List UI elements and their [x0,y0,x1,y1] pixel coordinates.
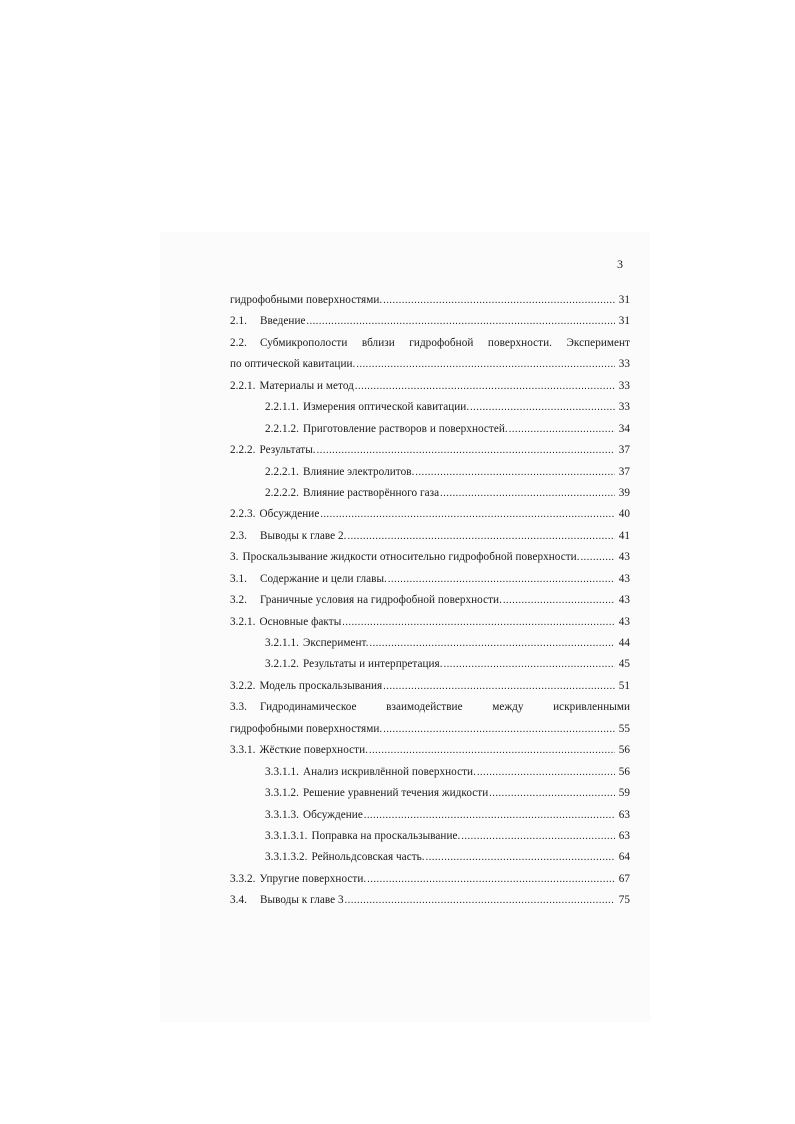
toc-entry-title: Рейнольдсовская часть. [311,851,425,864]
toc-entry-page: 59 [618,787,630,800]
toc-entry[interactable] [230,676,630,697]
dot-leader [356,354,615,375]
dot-leader [461,826,615,847]
dot-leader [370,633,616,654]
toc-entry-number: 2.3. [230,529,247,542]
toc-entry-title: Решение уравнений течения жидкости [302,787,489,800]
toc-entry-title: Выводы к главе 3 [260,894,344,907]
toc-entry-page: 33 [618,401,630,414]
toc-entry[interactable] [230,569,630,590]
toc-entry-number: 3.3.1.2. [265,787,299,800]
toc-entry-page: 33 [618,358,630,371]
dot-leader [355,376,615,397]
toc-entry[interactable] [230,290,630,311]
dot-leader [367,869,615,890]
toc-entry[interactable] [230,633,630,654]
toc-entry-number: 3.2.1.1. [265,637,299,649]
toc-entry-title: Жёсткие поверхности. [259,744,368,757]
toc-entry-number: 2.1. [230,315,247,328]
toc-entry-title: Проскальзывание жидкости относительно гидрофобной поверхности. [242,551,580,564]
toc-entry-title: Содержание и цели главы. [260,572,387,585]
dot-leader [383,290,615,311]
toc-entry-page: 41 [618,529,630,542]
toc-entry-title: Обсуждение [302,808,363,821]
dot-leader [509,419,615,440]
toc-entry-title: Введение [260,315,306,328]
page-number: 3 [617,257,623,271]
dot-leader [369,740,615,761]
toc-entry-title: Влияние электролитов. [302,465,415,478]
toc-entry[interactable] [230,311,630,332]
toc-entry-page: 63 [618,829,630,842]
toc-entry[interactable] [230,354,630,375]
dot-leader [388,569,615,590]
toc-entry[interactable] [230,462,630,483]
toc-entry-number: 3.4. [230,894,247,907]
toc-entry-number: 3.2.1.2. [265,658,299,671]
toc-entry-page: 34 [618,422,630,435]
toc-entry-page: 31 [618,294,630,306]
toc-entry-page: 51 [618,679,630,692]
toc-entry-number: 2.2.1. [230,379,256,392]
dot-leader [444,654,615,675]
toc-entry-number: 3.1. [230,572,247,585]
toc-entry[interactable] [230,869,630,890]
toc-entry-page: 31 [618,315,630,328]
toc-entry[interactable] [230,890,630,911]
toc-entry[interactable] [230,612,630,633]
toc-entry-number: 2.2.2. [230,444,256,457]
toc-entry-page: 63 [618,808,630,821]
toc-entry-page: 43 [618,615,630,628]
dot-leader [383,719,615,740]
toc-entry-title: Граничные условия на гидрофобной поверхности. [260,594,502,607]
toc-entry[interactable] [230,419,630,440]
toc-entry[interactable] [230,590,630,611]
dot-leader [317,440,615,461]
toc-entry-page: 33 [618,379,630,392]
toc-entry-page: 44 [618,637,630,649]
toc-entry-page: 45 [618,658,630,671]
toc-entry-title: Субмикрополости вблизи гидрофобной поверхности. Эксперимент [260,336,630,349]
toc-entry[interactable] [230,847,630,868]
toc-entry-page: 37 [618,444,630,457]
toc-entry-title: Модель проскальзывания [259,679,383,692]
toc-entry-number: 3.2. [230,594,247,607]
toc-entry-title: Анализ искривлённой поверхности. [302,765,476,778]
toc-entry-number: 3.3.1.3. [265,808,299,821]
toc-entry-title: Гидродинамическое взаимодействие между искривленными [260,701,630,714]
toc-entry-number: 3.3.1.3.1. [265,829,308,842]
toc-entry-title: Материалы и метод [259,379,354,392]
dot-leader [320,504,615,525]
toc-entry-page: 55 [618,722,630,735]
toc-entry[interactable] [230,440,630,461]
dot-leader [307,311,616,332]
toc-entry-number: 3.3.1. [230,744,256,757]
toc-entry[interactable] [230,740,630,761]
dot-leader [383,676,615,697]
dot-leader [347,526,615,547]
toc-entry-page: 43 [618,551,630,564]
toc-entry-title: Упругие поверхности. [259,872,367,885]
toc-entry[interactable] [230,762,630,783]
dot-leader [426,847,615,868]
toc-entry-title: гидрофобными поверхностями. [230,294,383,306]
toc-entry[interactable] [230,719,630,740]
toc-entry-title: Основные факты [259,615,342,628]
toc-entry-title: Обсуждение [259,508,320,521]
toc-entry[interactable] [230,805,630,826]
toc-entry-title: Выводы к главе 2. [260,529,347,542]
toc-entry-number: 3.3.2. [230,872,256,885]
toc-entry-number: 3.3.1.3.2. [265,851,308,864]
dot-leader [415,462,615,483]
toc-entry-title: Результаты и интерпретация. [302,658,443,671]
toc-entry[interactable] [230,783,630,804]
toc-entry-number: 3.3. [230,701,247,714]
toc-entry-number: 3.2.1. [230,615,256,628]
toc-entry-title: Эксперимент. [302,637,369,649]
toc-entry-number: 3.2.2. [230,679,256,692]
dot-leader [503,590,615,611]
toc-entry-number: 2.2.2.1. [265,465,299,478]
toc-entry-title: Результаты. [259,444,316,457]
dot-leader [477,762,615,783]
toc-entry-number: 3.3.1.1. [265,765,299,778]
dot-leader [342,612,615,633]
toc-entry-page: 64 [618,851,630,864]
toc-entry-number: 2.2.1.1. [265,401,299,414]
toc-entry[interactable] [230,504,630,525]
toc-entry[interactable] [230,697,630,718]
toc-entry[interactable] [230,376,630,397]
dot-leader [364,805,615,826]
toc-entry-page: 43 [618,594,630,607]
toc-entry-page: 39 [618,486,630,499]
table-of-contents [230,290,630,912]
dot-leader [440,483,615,504]
toc-entry-number: 2.2.2.2. [265,486,299,499]
toc-entry[interactable] [230,397,630,418]
toc-entry[interactable] [230,654,630,675]
toc-entry-page: 40 [618,508,630,521]
toc-entry-title: гидрофобными поверхностями. [230,722,383,735]
toc-entry-number: 2.2.1.2. [265,422,299,435]
dot-leader [489,783,615,804]
toc-entry-number: 2.2.3. [230,508,256,521]
toc-entry-page: 67 [618,872,630,885]
toc-entry-title: Приготовление растворов и поверхностей. [302,422,508,435]
toc-entry-number: 3. [230,551,239,564]
toc-entry-page: 75 [618,894,630,907]
toc-entry[interactable] [230,483,630,504]
dot-leader [581,547,615,568]
toc-entry-title: Поправка на проскальзывание. [311,829,461,842]
dot-leader [345,890,615,911]
toc-entry[interactable] [230,547,630,568]
dot-leader [470,397,615,418]
toc-entry-page: 43 [618,572,630,585]
toc-entry[interactable] [230,826,630,847]
toc-entry-title: Измерения оптической кавитации. [302,401,470,414]
toc-entry-page: 37 [618,465,630,478]
toc-entry-page: 56 [618,744,630,757]
toc-entry-page: 56 [618,765,630,778]
toc-entry-title: Влияние растворённого газа [302,486,440,499]
toc-entry-title: по оптической кавитации. [230,358,356,371]
toc-entry[interactable] [230,526,630,547]
toc-entry[interactable] [230,333,630,354]
toc-entry-number: 2.2. [230,336,247,349]
